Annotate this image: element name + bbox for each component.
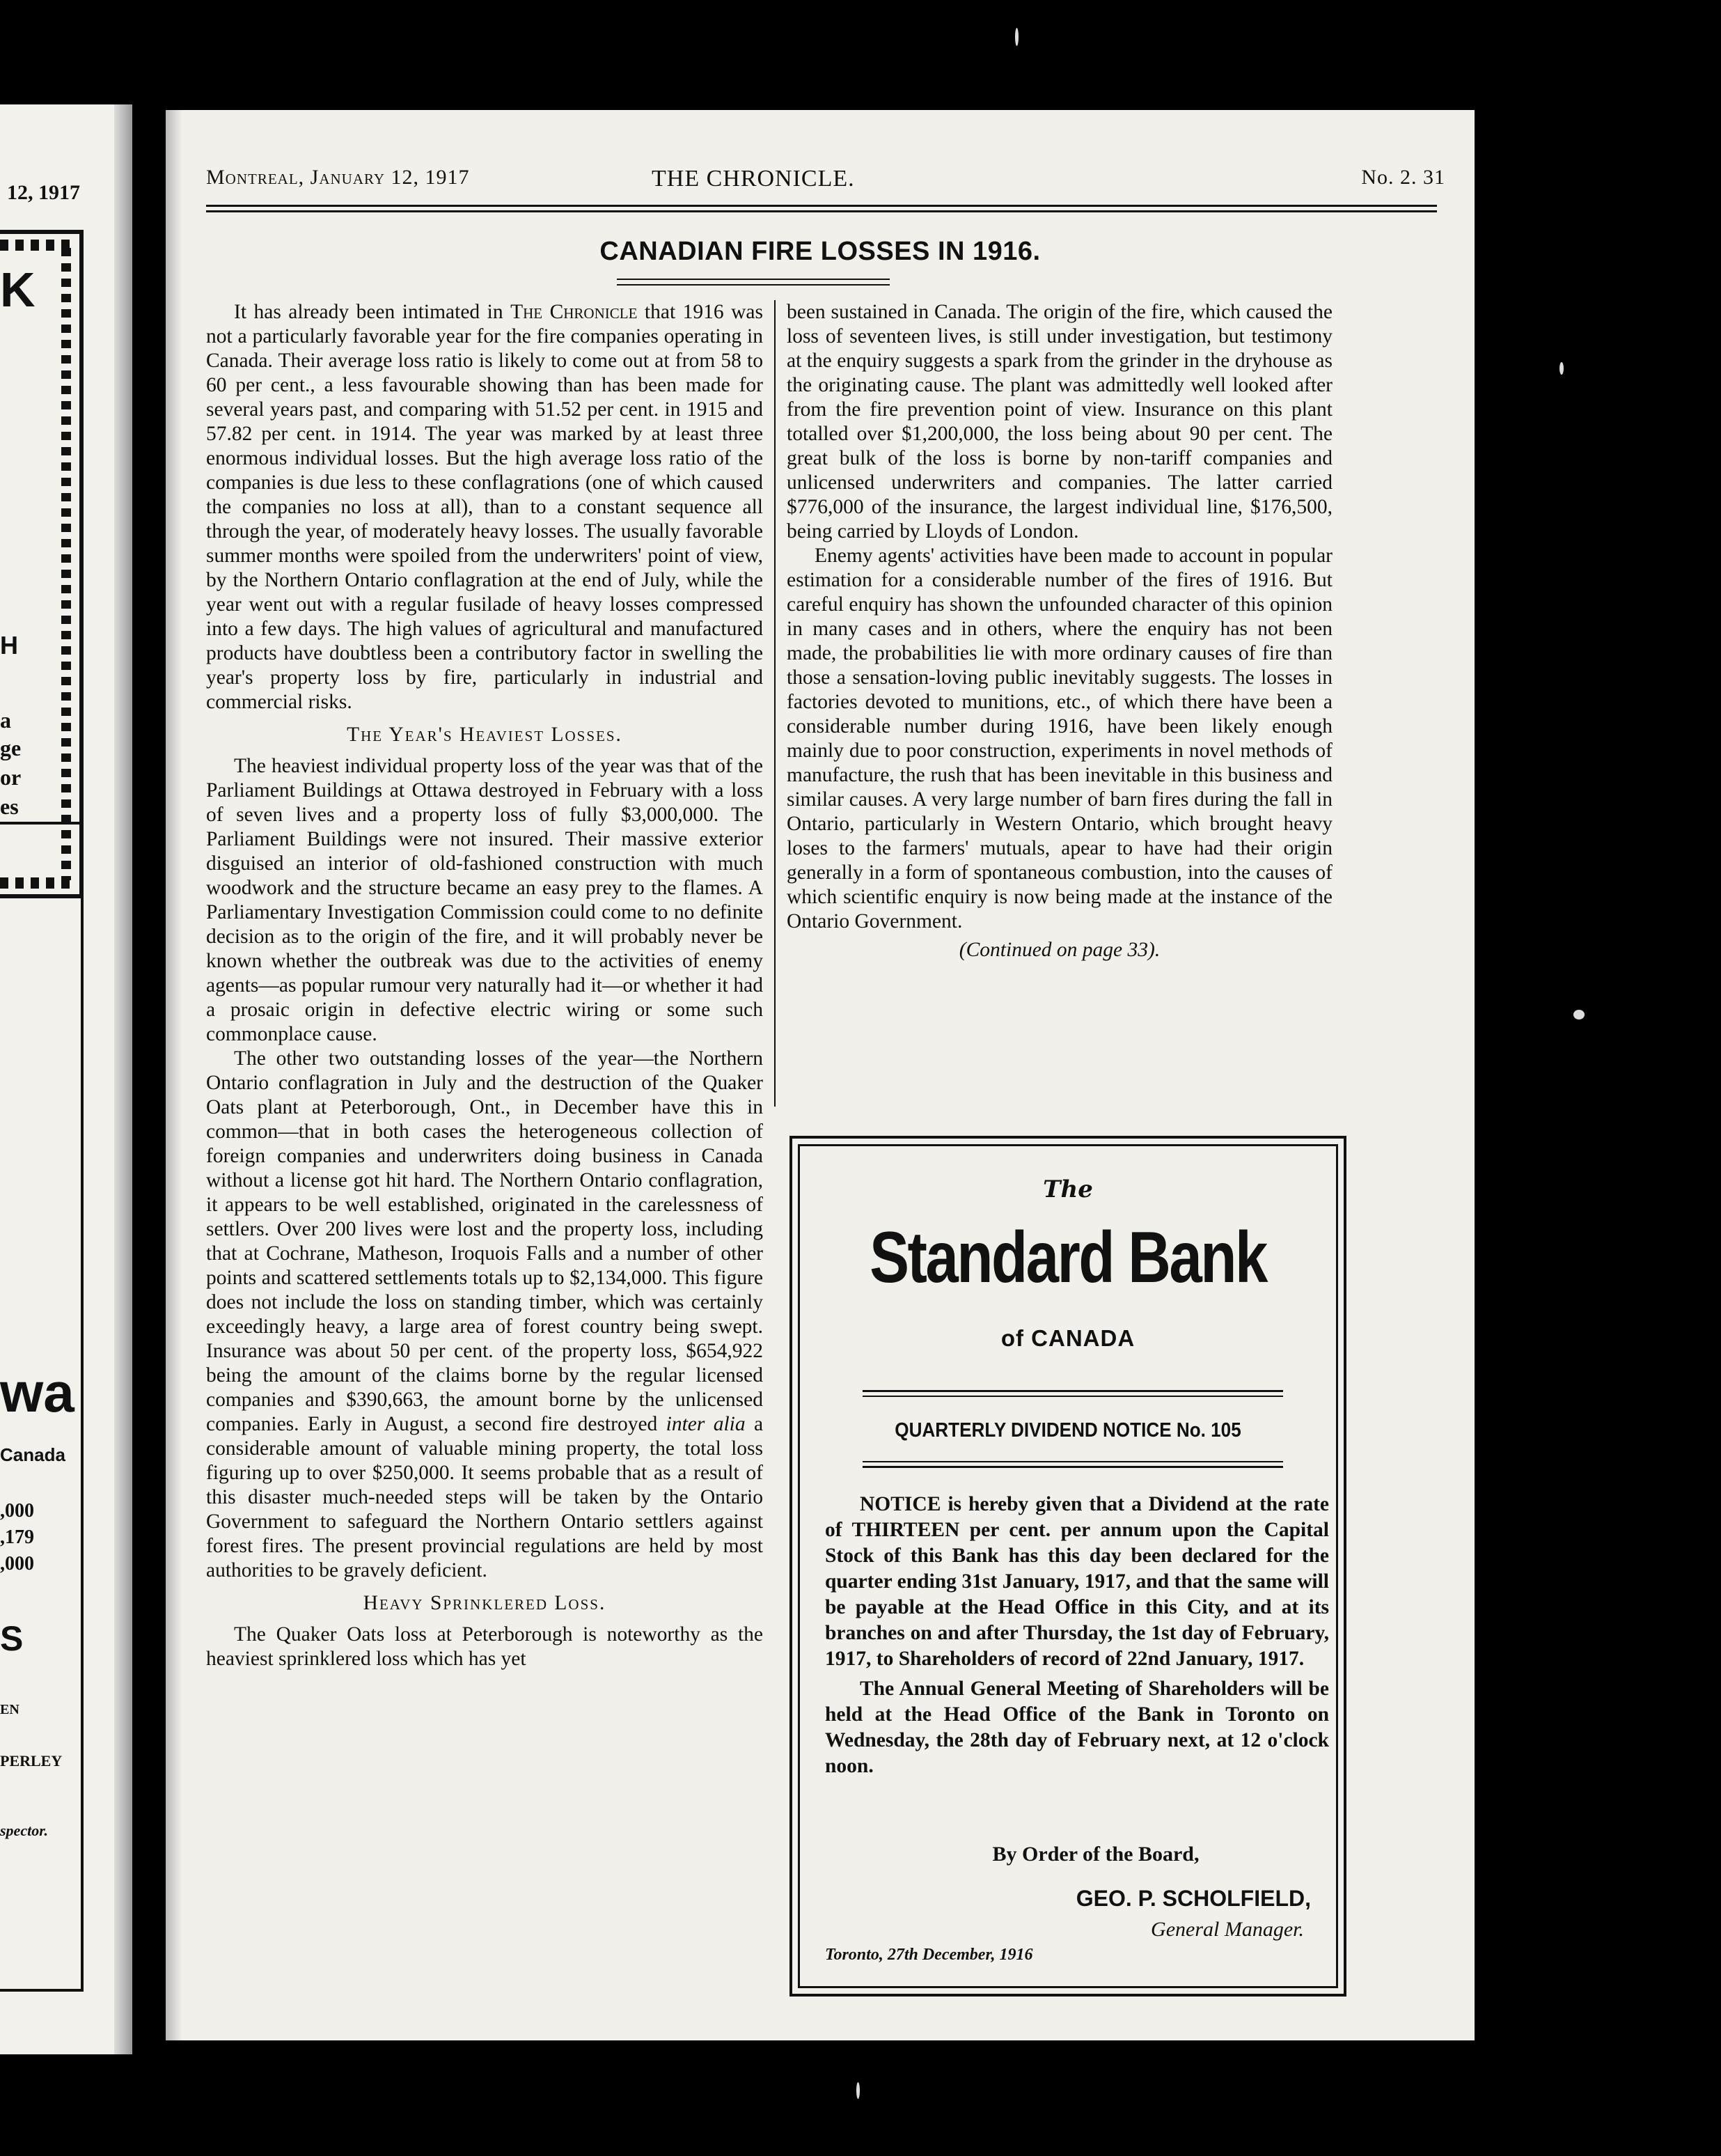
article-title: CANADIAN FIRE LOSSES IN 1916. — [599, 237, 1041, 266]
dashed-border-right — [61, 248, 71, 880]
fragment-word: Canada — [0, 1444, 65, 1465]
fragment-word: EN — [0, 1702, 19, 1717]
fragment-word: wa — [0, 1361, 74, 1423]
signer-title: General Manager. — [1151, 1918, 1304, 1941]
ad-rule-top — [863, 1390, 1283, 1397]
bank-name: Standard Bank — [870, 1217, 1266, 1298]
adjacent-page-fragment — [0, 104, 132, 2054]
newspaper-page — [166, 110, 1475, 2040]
fragment-letter: K — [0, 263, 36, 317]
scan-speck — [1573, 1010, 1585, 1020]
advertisement-inner-border — [798, 1144, 1338, 1988]
fragment-letter: H — [0, 631, 18, 659]
ad-the: The — [1043, 1175, 1093, 1203]
fragment-word: PERLEY — [0, 1752, 63, 1770]
dividend-notice-title: QUARTERLY DIVIDEND NOTICE No. 105 — [895, 1419, 1241, 1442]
scan-speck — [1559, 362, 1564, 375]
signer-name: GEO. P. SCHOLFIELD, — [1076, 1886, 1311, 1911]
fragment-letter: es — [0, 794, 19, 819]
header-publication: THE CHRONICLE. — [652, 166, 855, 192]
paragraph — [206, 1047, 763, 1583]
column-divider — [774, 300, 776, 1107]
section-subheading: Heavy Sprinklered Loss. — [363, 1592, 606, 1614]
section-subheading: The Year's Heaviest Losses. — [347, 724, 622, 746]
ad-rule-bottom — [863, 1461, 1283, 1468]
fragment-letter: ge — [0, 735, 22, 760]
page-gutter-shadow — [166, 110, 182, 2040]
continued-note: (Continued on page 33). — [959, 939, 1161, 961]
scan-speck — [1015, 28, 1019, 46]
publication-name: The Chronicle — [510, 301, 638, 323]
running-header — [206, 166, 1445, 194]
header-date: Montreal, January 12, 1917 — [206, 166, 470, 189]
text-run: that 1916 was not a particularly favorable year for the fire companies operating in Canada. Their average loss ratio is likely to come out at from 58 to 60 per cent., a less favourable showing than has been made for several years past, and comparing with 51.52 per cent. in 1915 and 57.82 per cent. in 1914. The year was marked by at least three enormous individual losses. But the high average loss ratio of the companies is due less to these conflagrations (one of which caused the companies no loss at all), than to a constant sequence all through the year, of moderately heavy losses. The usually favorable summer months were spoiled from the underwriters' point of view, by the Northern Ontario conflagration at the end of July, while the year went out with a regular fusilade of heavy losses compressed into a few days. The high values of agricultural and manufactured products have doubtless been a contributory factor in swelling the year's property loss by fire, particularly in industrial and commercial risks. — [206, 301, 763, 713]
notice-paragraph: The Annual General Meeting of Shareholders will be held at the Head Office of the Bank in Toronto on Wednesday, the 28th day of February next, at 12 o'clock noon. — [825, 1678, 1329, 1777]
adjacent-page-date: 12, 1917 — [7, 181, 80, 204]
paragraph: The heaviest individual property loss of the year was that of the Parliament Buildings at Ottawa destroyed in February with a loss of seven lives and a property loss of fully $3,000,000. The Parliament Buildings were not insured. Their massive exterior disguised an interior of old-fashioned construction with much woodwork and the structure became an easy prey to the flames. A Parliamentary Investigation Commission could come to no definite decision as to the origin of the fire, and it will probably never be known whether the outbreak was due to the activities of enemy agents—as popular rumour very naturally had it—or whether it had a prosaic origin in defective electric wiring or some such commonplace cause. — [206, 755, 763, 1045]
fragment-number: ,179 — [0, 1526, 34, 1548]
notice-paragraph: NOTICE is hereby given that a Dividend at the rate of THIRTEEN per cent. per annum upon the Capital Stock of this Bank has this day been declared for the quarter ending 31st January, 1917, and that the same will be payable at the Head Office in this City, and at its branches on and after Thursday, the 1st day of February, 1917, to Shareholders of record of 22nd January, 1917. — [825, 1493, 1329, 1670]
by-order-line: By Order of the Board, — [992, 1843, 1200, 1866]
header-double-rule — [206, 205, 1437, 212]
text-run: The other two outstanding losses of the year—the Northern Ontario conflagration in July and the destruction of the Quaker Oats plant at Peterborough, Ont., in December have this in common—that in both cases the heterogeneous collection of foreign companies and underwriters doing business in Canada without a license got hit hard. The Northern Ontario conflagration, it appears to be well established, originated in the carelessness of settlers. Over 200 lives were lost and the property loss, including that at Cochrane, Matheson, Iroquois Falls and a number of other points and scattered settlements totals up to $2,134,000. This figure does not include the loss on standing timber, which was certainly exceedingly heavy, a large area of forest country being swept. Insurance was about 50 per cent. of the property loss, $654,922 being the amount of the claims borne by the regular licensed companies and $390,663, the amount borne by the unlicensed companies. Early in August, a second fire destroyed — [206, 1047, 763, 1435]
adjacent-ad-box — [0, 230, 84, 898]
paragraph: The Quaker Oats loss at Peterborough is noteworthy as the heaviest sprinklered loss which has yet — [206, 1623, 763, 1670]
paragraph: Enemy agents' activities have been made to account in popular estimation for a considerable number of the fires of 1916. But careful enquiry has shown the unfounded character of this opinion in many cases and in others, where the enquiry has not been made, the probabilities lie with more ordinary causes of fire than those a sensation-loving public inevitably suggests. The losses in factories devoted to munitions, etc., of which there have been a considerable number during 1916, have been likely enough mainly due to poor construction, experiments in novel methods of manufacture, the rush that has been inevitable in this business and similar causes. A very large number of barn fires during the fall in Ontario, particularly in Western Ontario, which brought heavy loses to the farmers' mutuals, apear to have had their origin generally in a form of spontaneous combustion, into the causes of which scientific enquiry is now being made at the instance of the Ontario Government. — [787, 545, 1333, 932]
text-run: a considerable amount of valuable mining property, the total loss figuring up to over $250,000. It seems probable that as a result of this disaster much-needed steps will be taken by the Ontario Government to safeguard the Northern Ontario settlers against forest fires. The present provincial regulations are held by most authorities to be gravely deficient. — [206, 1413, 764, 1581]
adjacent-ad-box-2 — [0, 822, 84, 1992]
fragment-number: ,000 — [0, 1500, 34, 1522]
notice-place-date: Toronto, 27th December, 1916 — [825, 1946, 1033, 1964]
notice-body — [825, 1492, 1329, 1783]
title-double-rule — [617, 279, 890, 286]
fragment-word: spector. — [0, 1822, 49, 1839]
header-issue-page: No. 2. 31 — [1361, 166, 1445, 189]
italic-phrase: inter alia — [666, 1413, 746, 1435]
fragment-letter: a — [0, 708, 11, 733]
article-column-1 — [206, 300, 763, 1671]
article-column-2 — [787, 300, 1333, 962]
bank-country: of CANADA — [1000, 1325, 1135, 1351]
fragment-letter: S — [0, 1619, 24, 1658]
bank-advertisement — [789, 1136, 1346, 1997]
fragment-number: ,000 — [0, 1553, 34, 1575]
page-fold-shadow — [114, 104, 132, 2054]
paragraph — [206, 300, 763, 714]
paragraph: been sustained in Canada. The origin of the fire, which caused the loss of seventeen lives, is still under investigation, but testimony at the enquiry suggests a spark from the grinder in the dryhouse as the originating cause. The plant was admittedly well looked after from the fire prevention point of view. Insurance on this plant totalled over $1,200,000, the loss being about 90 per cent. The great bulk of the loss is borne by non-tariff companies and unlicensed underwriters and companies. The latter carried $776,000 of the insurance, the largest individual line, $176,500, being carried by Lloyds of London. — [787, 301, 1333, 542]
text-run: It has already been intimated in — [234, 301, 503, 323]
scan-speck — [856, 2082, 860, 2099]
fragment-letter: or — [0, 765, 22, 790]
